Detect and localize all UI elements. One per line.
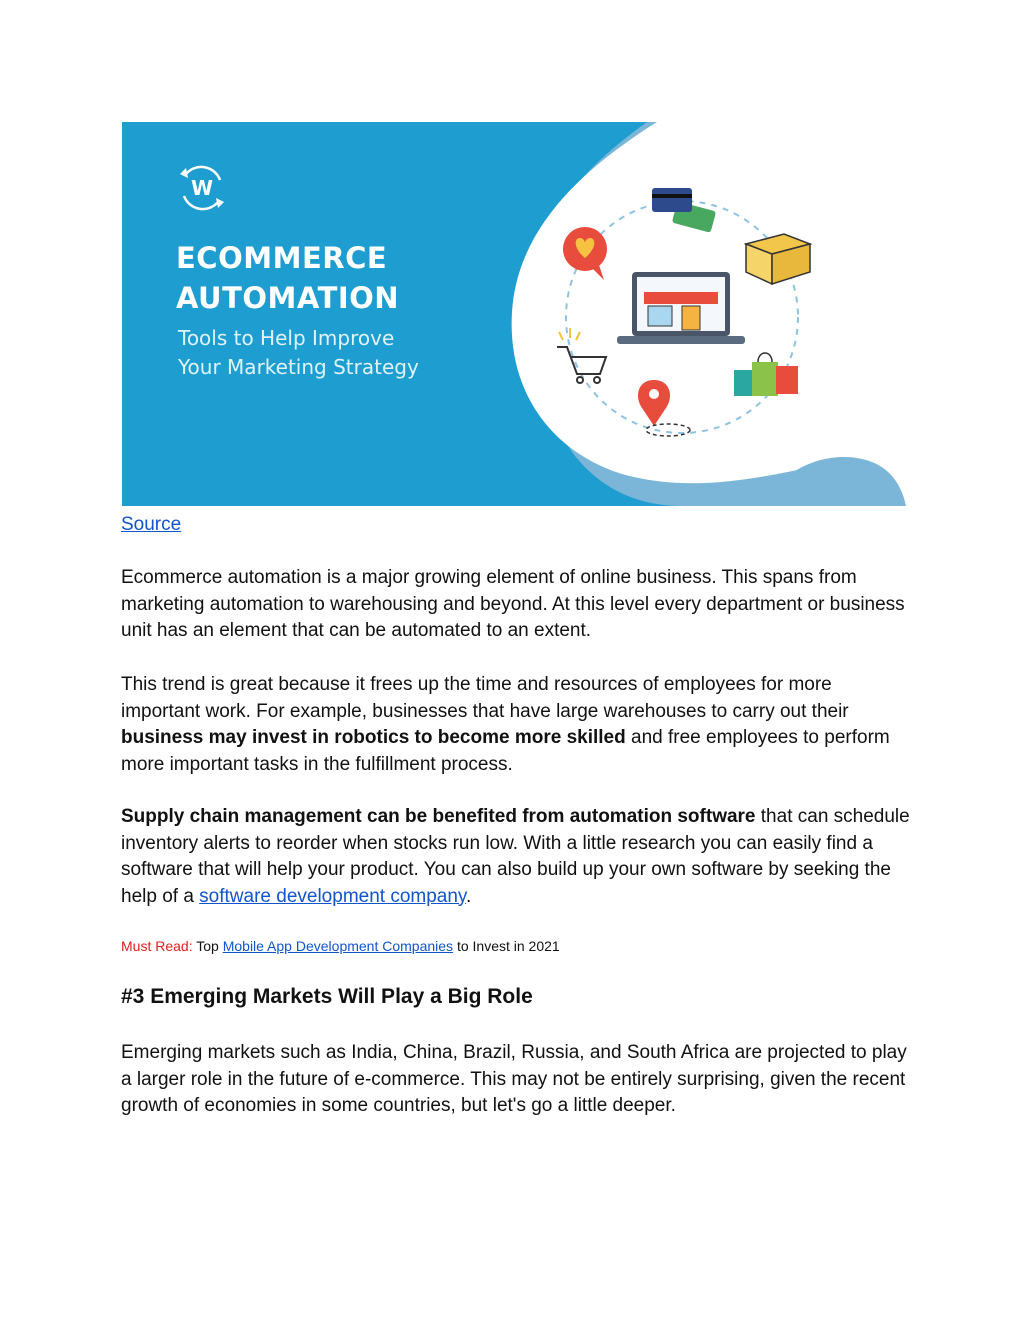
- location-pin-icon: [638, 380, 690, 436]
- laptop-store-icon: [617, 272, 745, 344]
- banner-title-line-2: AUTOMATION: [176, 281, 400, 315]
- banner-subtitle-line-2: Your Marketing Strategy: [178, 355, 419, 379]
- mobile-app-development-companies-link[interactable]: Mobile App Development Companies: [222, 938, 454, 954]
- ecommerce-automation-banner: [122, 122, 906, 506]
- banner-illustration: [122, 122, 906, 506]
- must-read-text: Top: [192, 938, 223, 954]
- logo-letter: W: [190, 176, 214, 200]
- section-heading-emerging-markets: #3 Emerging Markets Will Play a Big Role: [121, 985, 533, 1008]
- heart-chat-icon: [563, 227, 607, 280]
- banner-title-line-1: ECOMMERCE: [176, 241, 388, 275]
- paragraph-emerging-markets: Emerging markets such as India, China, Brazil, Russia, and South Africa are projected to play a larger role in the future of e-commerce. This may not be entirely surprising, given the recent growth of economies in some countries, but let's go a little deeper.: [121, 1042, 907, 1116]
- box-icon: [746, 234, 810, 284]
- paragraph-supply-chain-bold: Supply chain management can be benefited from automation software: [121, 806, 756, 827]
- software-development-company-link[interactable]: software development company: [199, 885, 467, 907]
- banner-subtitle-line-1: Tools to Help Improve: [178, 326, 395, 350]
- paragraph-trend-text: This trend is great because it frees up the time and resources of employees for more important work. For example, businesses that have large warehouses to carry out their: [121, 674, 849, 722]
- paragraph-supply-chain-end: .: [466, 885, 472, 907]
- paragraph-trend-bold: business may invest in robotics to become more skilled: [121, 727, 626, 748]
- must-read-line: [121, 938, 560, 954]
- must-read-label: Must Read:: [121, 938, 193, 954]
- shopping-cart-icon: [557, 328, 606, 383]
- shopping-bags-icon: [734, 353, 798, 396]
- paragraph-supply-chain: [121, 804, 911, 910]
- paragraph-supply-chain-text: that can schedule inventory alerts to reorder when stocks run low. With a little research you can easily find a software that will help your product. You can also build up your own software by seeking the help of a: [121, 806, 910, 907]
- source-link[interactable]: Source: [121, 514, 182, 535]
- credit-card-cash-icon: [652, 188, 716, 233]
- paragraph-trend: [121, 672, 911, 778]
- paragraph-ecommerce-automation: Ecommerce automation is a major growing element of online business. This spans from marketing automation to warehousing and beyond. At this level every department or business unit has an element that can be automated to an extent.: [121, 567, 905, 641]
- paragraph-trend-text-end: and free employees to perform more important tasks in the fulfillment process.: [121, 727, 890, 775]
- must-read-text-end: to Invest in 2021: [453, 938, 560, 954]
